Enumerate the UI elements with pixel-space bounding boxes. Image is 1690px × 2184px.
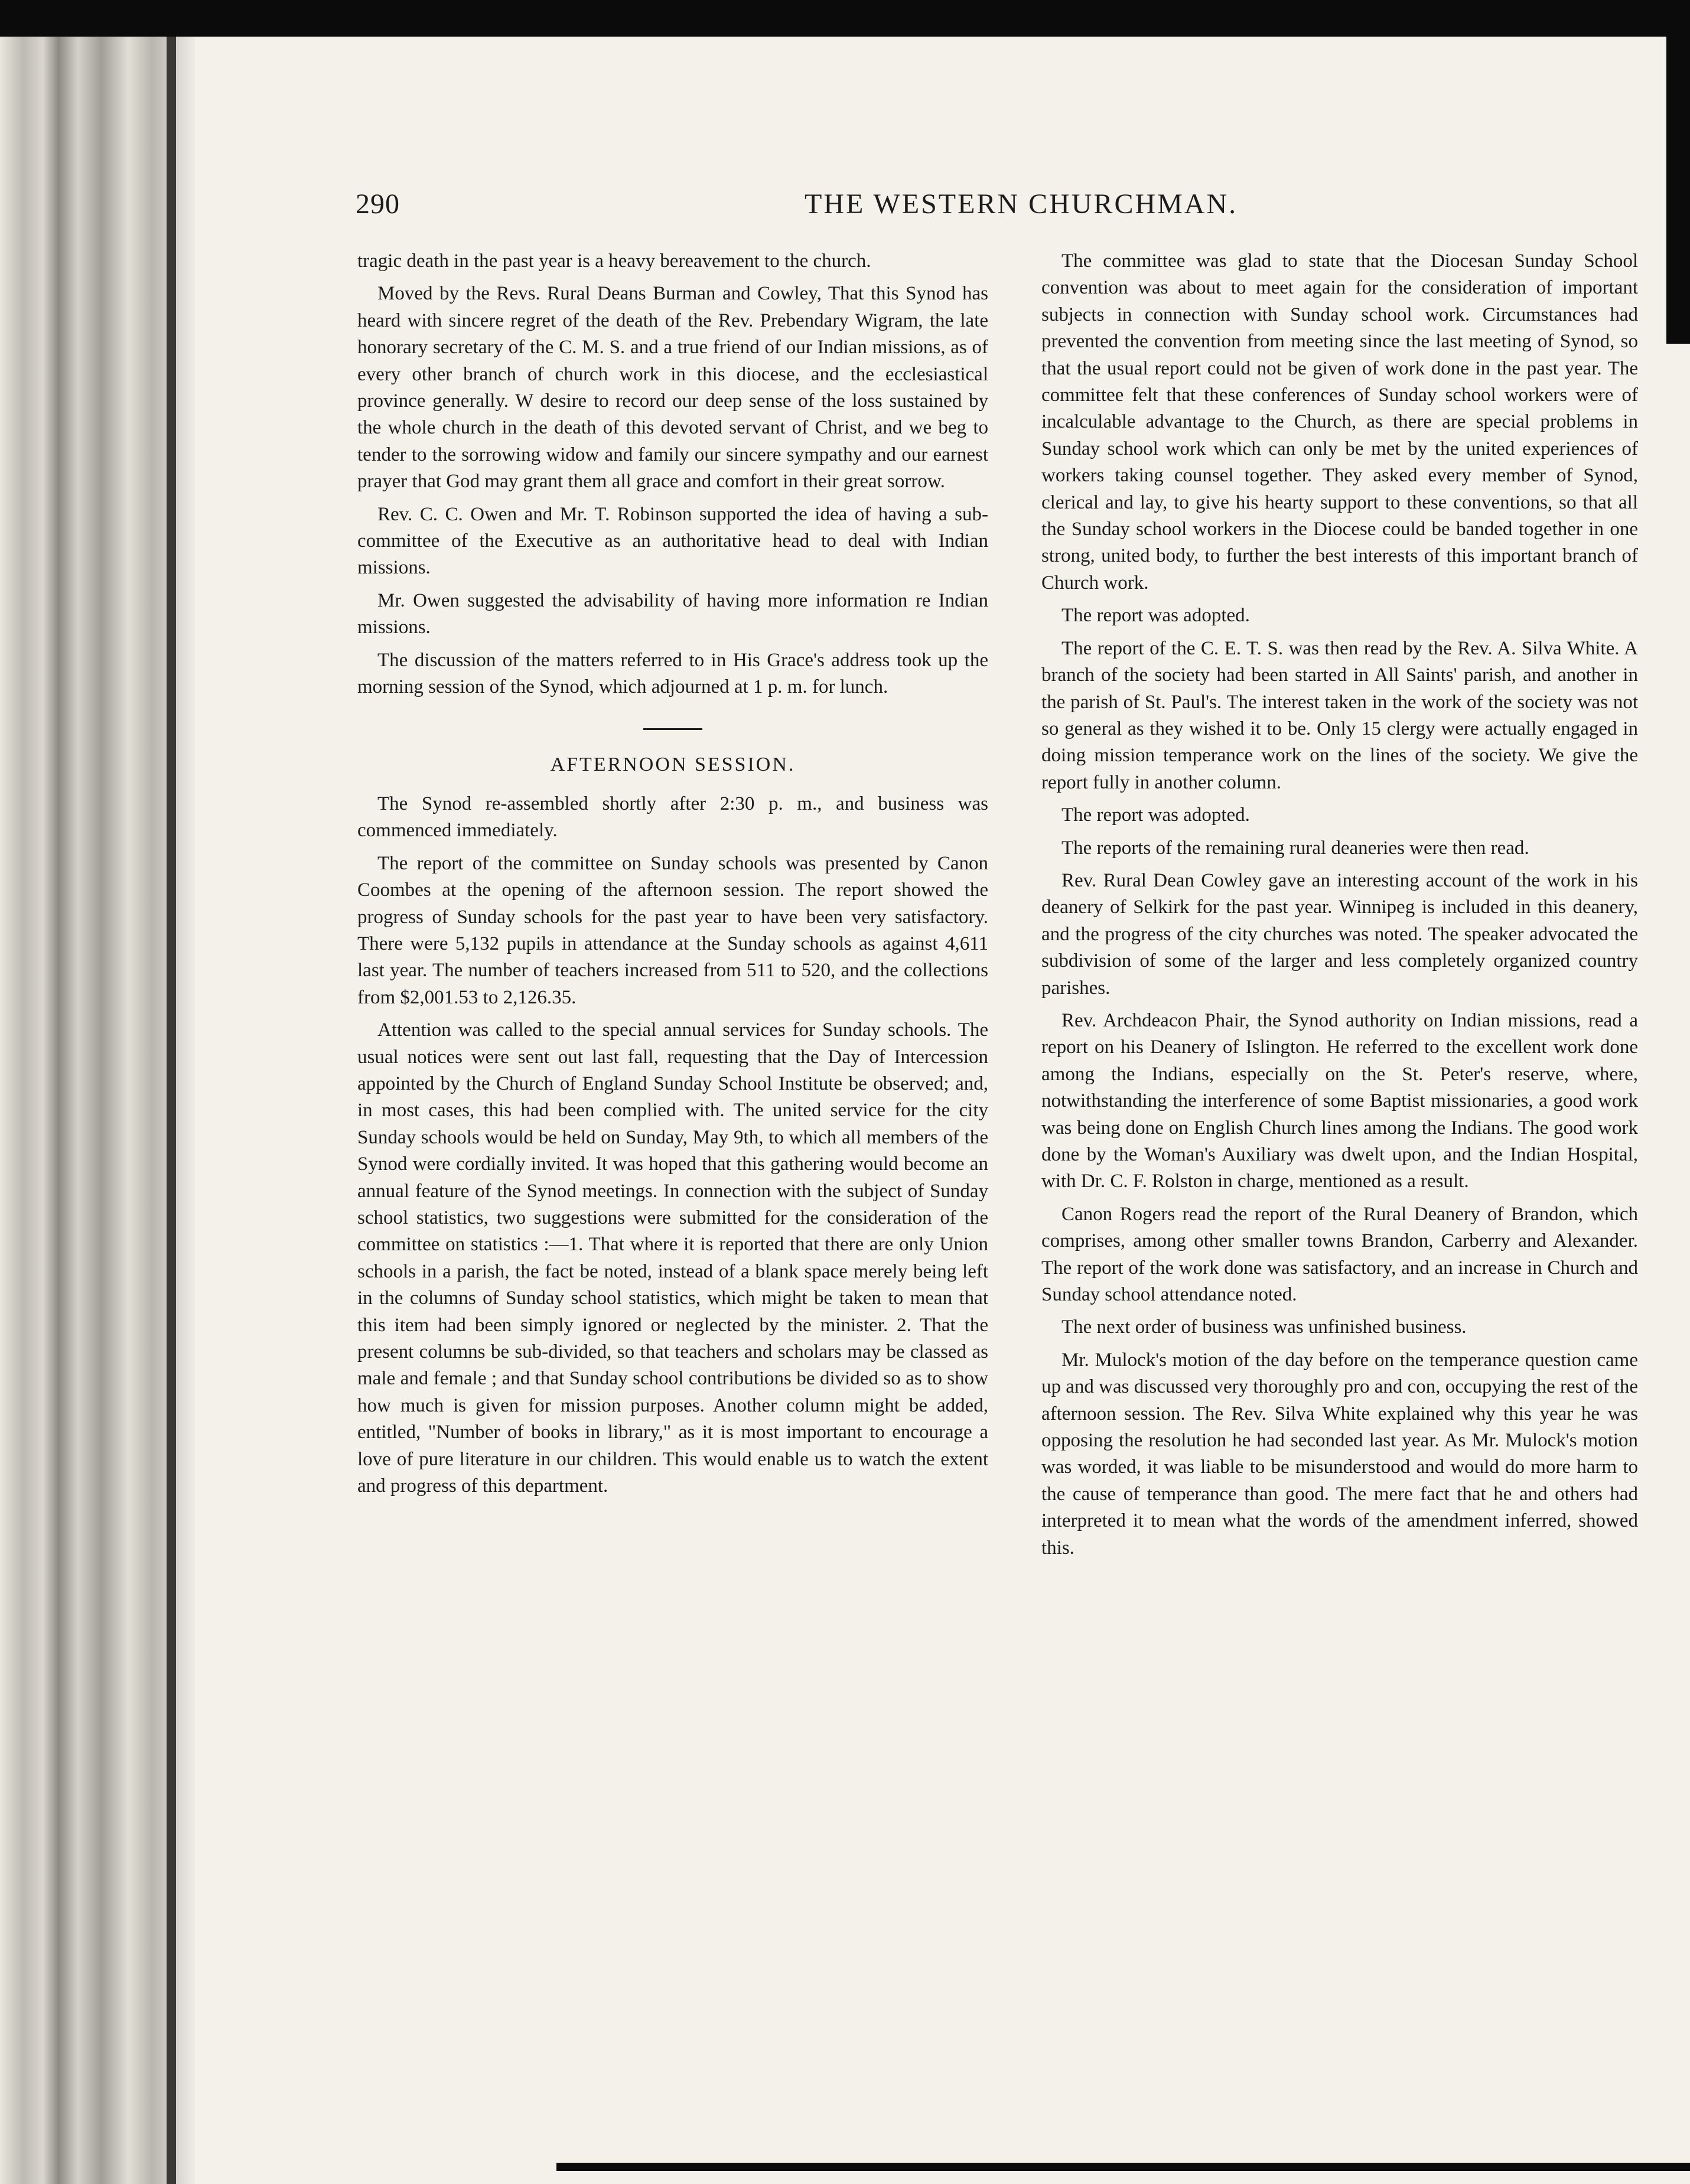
right-column	[1041, 248, 1638, 1567]
paragraph: Rev. C. C. Owen and Mr. T. Robinson supported the idea of having a sub-committee of the Executive as an authoritative head to deal with Indian missions.	[357, 503, 988, 579]
paragraph: Canon Rogers read the report of the Rural Deanery of Brandon, which comprises, among other smaller towns Brandon, Carberry and Alexander. The report of the work done was satisfactory, and an increase in Church and Sunday school attendance noted.	[1041, 1203, 1638, 1306]
page-header	[356, 188, 1614, 235]
paragraph: The report was adopted.	[1061, 804, 1250, 826]
paragraph: The report was adopted.	[1061, 605, 1250, 627]
section-heading: AFTERNOON SESSION.	[550, 753, 796, 775]
paragraph: The report of the C. E. T. S. was then read by the Rev. A. Silva White. A branch of the society had been started in All Saints' parish, and another in the parish of St. Paul's. The interest taken in the work of the society was not so general as they wished it to be. Only 15 clergy were actually engaged in doing mission temperance work on the lines of the society. We give the report fully in another column.	[1041, 637, 1638, 793]
scan-bottom-border	[556, 2163, 1690, 2171]
paragraph: Attention was called to the special annual services for Sunday schools. The usual notices were sent out last fall, requesting that the Day of Intercession appointed by the Church of England Sunday School Institute be observed; and, in most cases, this had been complied with. The united service for the city Sunday schools would be held on Sunday, May 9th, to which all members of the Synod were cordially invited. It was hoped that this gathering would become an annual feature of the Synod meetings. In connection with the subject of Sunday school statistics, two suggestions were submitted for the consideration of the committee on statistics :—1. That where it is reported that there are only Union schools in a parish, the fact be noted, instead of a blank space merely being left in the columns of Sunday school statistics, which might be taken to mean that this item had been simply ignored or neglected by the minister. 2. That the present columns be sub-divided, so that teachers and scholars may be classed as male and female ; and that Sunday school contributions be divided so as to show how much is given for mission purposes. Another column might be added, entitled, "Number of books in library," as it is most important to encourage a love of pure literature in our children. This would enable us to watch the extent and progress of this department.	[357, 1019, 988, 1497]
book-spine-edge	[0, 37, 195, 2184]
paragraph: The next order of business was unfinished business.	[1061, 1316, 1467, 1338]
scan-right-edge	[1666, 37, 1690, 344]
paragraph: The report of the committee on Sunday schools was presented by Canon Coombes at the opening of the afternoon session. The report showed the progress of Sunday schools for the past year to have been very satisfactory. There were 5,132 pupils in attendance at the Sunday schools as against 4,611 last year. The number of teachers increased from 511 to 520, and the collections from $2,001.53 to 2,126.35.	[357, 852, 988, 1008]
scan-top-border	[0, 0, 1690, 37]
section-divider	[643, 728, 702, 730]
paragraph: Mr. Mulock's motion of the day before on the temperance question came up and was discussed very thoroughly pro and con, occupying the rest of the afternoon session. The Rev. Silva White explained why this year he was opposing the resolution he had seconded last year. As Mr. Mulock's motion was worded, it was liable to be misunderstood and would do more harm to the cause of temperance than good. The mere fact that he and others had interpreted it to mean what the words of the amendment inferred, showed this.	[1041, 1349, 1638, 1559]
page-number: 290	[356, 188, 400, 220]
paragraph: The discussion of the matters referred to in His Grace's address took up the morning session of the Synod, which adjourned at 1 p. m. for lunch.	[357, 649, 988, 698]
paragraph: Mr. Owen suggested the advisability of having more information re Indian missions.	[357, 589, 988, 638]
left-column	[357, 248, 988, 1505]
paragraph: tragic death in the past year is a heavy bereavement to the church.	[357, 250, 871, 272]
paragraph: The Synod re-assembled shortly after 2:30 p. m., and business was commenced immediately.	[357, 793, 988, 842]
book-spine-gutter	[167, 37, 176, 2184]
paragraph: Moved by the Revs. Rural Deans Burman and Cowley, That this Synod has heard with sincere regret of the death of the Rev. Prebendary Wigram, the late honorary secretary of the C. M. S. and a true friend of our Indian missions, as of every other branch of church work in this diocese, and the ecclesiastical province generally. W desire to record our deep sense of the loss sustained by the whole church in the death of this devoted servant of Christ, and we beg to tender to the sorrowing widow and family our sincere sympathy and our earnest prayer that God may grant them all grace and comfort in their great sorrow.	[357, 283, 988, 493]
paragraph: The committee was glad to state that the Diocesan Sunday School convention was about to meet again for the consideration of important subjects in connection with Sunday school work. Circumstances had prevented the convention from meeting since the last meeting of Synod, so that the usual report could not be given of work done in the past year. The committee felt that these conferences of Sunday school workers were of incalculable advantage to the Church, as there are special problems in Sunday school work which can only be met by the united experiences of workers taking counsel together. They asked every member of Synod, clerical and lay, to give his hearty support to these conventions, so that all the Sunday school workers in the Diocese could be banded together in one strong, united body, to further the best interests of this important branch of Church work.	[1041, 250, 1638, 594]
paragraph: The reports of the remaining rural deaneries were then read.	[1061, 837, 1529, 859]
paragraph: Rev. Archdeacon Phair, the Synod authority on Indian missions, read a report on his Deanery of Islington. He referred to the excellent work done among the Indians, especially on the St. Peter's reserve, where, notwithstanding the interference of some Baptist missionaries, a good work was being done on English Church lines among the Indians. The good work done by the Woman's Auxiliary was dwelt upon, and the Indian Hospital, with Dr. C. F. Rolston in charge, mentioned as a result.	[1041, 1009, 1638, 1192]
running-title: THE WESTERN CHURCHMAN.	[805, 188, 1238, 220]
paragraph: Rev. Rural Dean Cowley gave an interesting account of the work in his deanery of Selkirk for the past year. Winnipeg is included in this deanery, and the progress of the city churches was noted. The speaker advocated the subdivision of some of the larger and less completely organized country parishes.	[1041, 869, 1638, 999]
